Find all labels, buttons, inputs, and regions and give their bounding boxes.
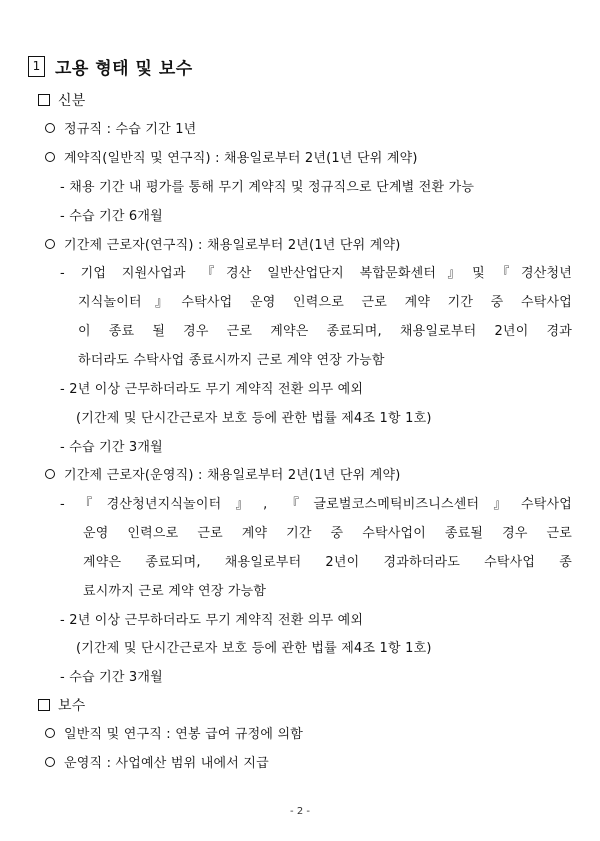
fixed-research-note-law: (기간제 및 단시간근로자 보호 등에 관한 법률 제4조 1항 1호): [76, 411, 432, 426]
list-item-contract: 계약직(일반직 및 연구직) : 채용일로부터 2년(1년 단위 계약): [45, 150, 418, 168]
fixed-research-note-probation: - 수습 기간 3개월: [60, 440, 163, 455]
fixed-ops-note-line3: 계약은 종료되며, 채용일로부터 2년이 경과하더라도 수탁사업 종: [83, 555, 572, 570]
section-title: [28, 54, 193, 79]
bullet-icon: [45, 123, 55, 133]
list-item-regular: 정규직 : 수습 기간 1년: [45, 121, 196, 139]
fixed-research-note-line3: 이 종료 될 경우 근로 계약은 종료되며, 채용일로부터 2년이 경과: [78, 324, 572, 339]
page-number: - 2 -: [290, 806, 310, 817]
fixed-ops-note-line4: 료시까지 근로 계약 연장 가능함: [83, 584, 267, 599]
fixed-research-note-line4: 하더라도 수탁사업 종료시까지 근로 계약 연장 가능함: [78, 353, 385, 368]
list-item-pay-ops: 운영직 : 사업예산 범위 내에서 지급: [45, 755, 269, 773]
section-title-text: 고용 형태 및 보수: [55, 59, 193, 79]
contract-note-probation: - 수습 기간 6개월: [60, 209, 163, 224]
pay-heading: 보수: [38, 697, 85, 715]
fixed-research-note-line1: - 기업 지원사업과 『경산 일반산업단지 복합문화센터』및『경산청년: [60, 266, 572, 281]
bullet-icon: [45, 152, 55, 162]
bullet-icon: [45, 757, 55, 767]
list-item-fixed-research: 기간제 근로자(연구직) : 채용일로부터 2년(1년 단위 계약): [45, 237, 401, 255]
fixed-research-note-line2: 지식놀이터』수탁사업 운영 인력으로 근로 계약 기간 중 수탁사업: [78, 295, 572, 310]
fixed-ops-note-law: (기간제 및 단시간근로자 보호 등에 관한 법률 제4조 1항 1호): [76, 641, 432, 656]
fixed-research-note-exception: - 2년 이상 근무하더라도 무기 계약직 전환 의무 예외: [60, 382, 364, 397]
fixed-ops-note-line2: 운영 인력으로 근로 계약 기간 중 수탁사업이 종료될 경우 근로: [83, 526, 572, 541]
fixed-ops-note-probation: - 수습 기간 3개월: [60, 670, 163, 685]
status-heading: 신분: [38, 92, 85, 110]
fixed-ops-note-exception: - 2년 이상 근무하더라도 무기 계약직 전환 의무 예외: [60, 613, 364, 628]
bullet-icon: [45, 728, 55, 738]
bullet-icon: [45, 469, 55, 479]
contract-note-conversion: - 채용 기간 내 평가를 통해 무기 계약직 및 정규직으로 단계별 전환 가능: [60, 180, 475, 195]
section-number-box: 1: [28, 56, 45, 77]
bullet-icon: [45, 239, 55, 249]
fixed-ops-note-line1: -『경산청년지식놀이터』, 『글로벌코스메틱비즈니스센터』수탁사업: [60, 497, 572, 512]
list-item-fixed-ops: 기간제 근로자(운영직) : 채용일로부터 2년(1년 단위 계약): [45, 467, 401, 485]
list-item-pay-general: 일반직 및 연구직 : 연봉 급여 규정에 의함: [45, 726, 303, 744]
